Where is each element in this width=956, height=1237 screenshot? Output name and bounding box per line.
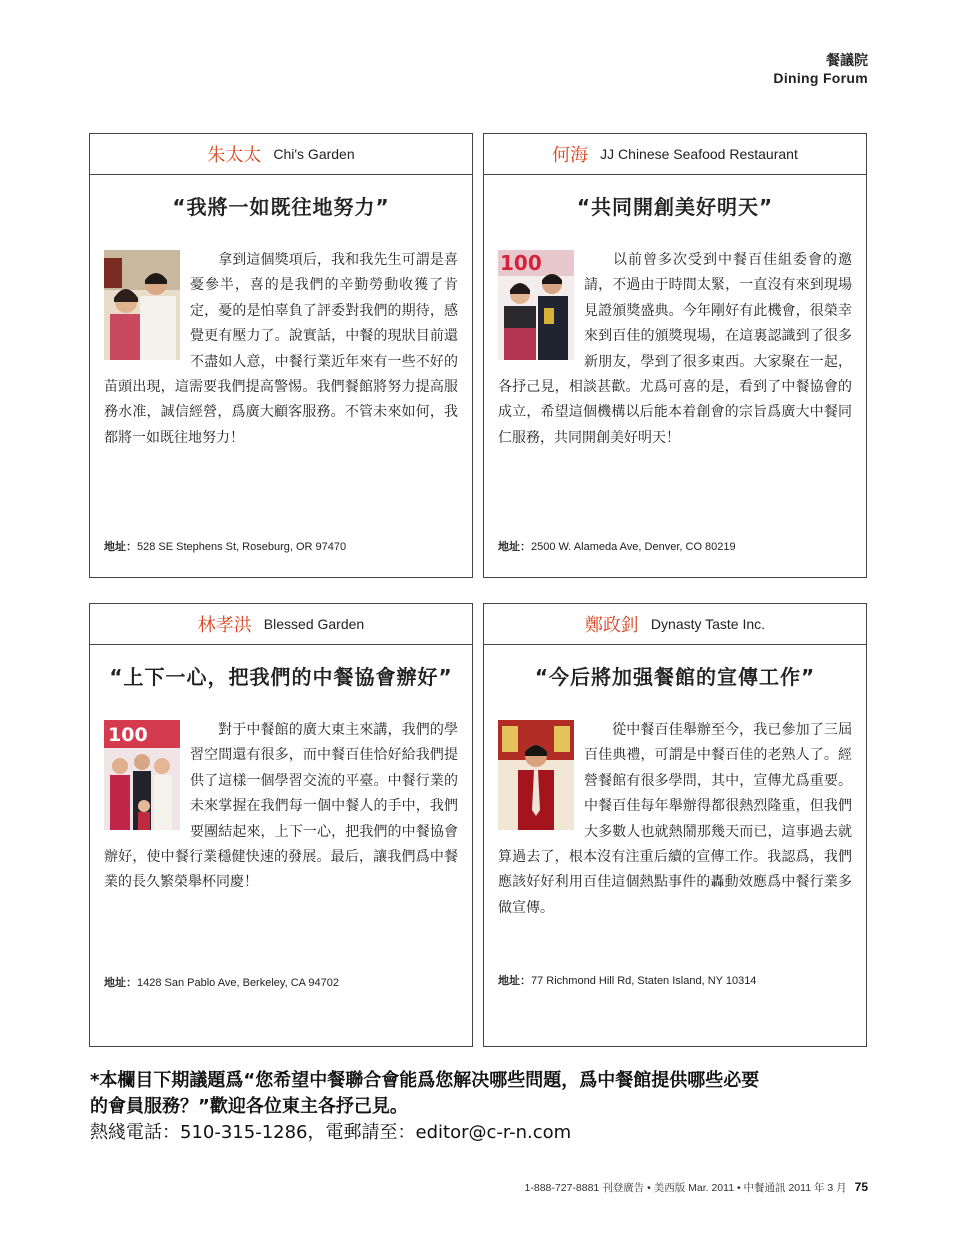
page-footer <box>525 1180 868 1195</box>
person-name: 鄭政釗 <box>584 615 639 636</box>
address-value: 1428 San Pablo Ave, Berkeley, CA 94702 <box>137 977 340 989</box>
svg-text:100: 100 <box>108 724 148 746</box>
card-address <box>498 972 756 988</box>
person-name: 林孝洪 <box>197 615 252 636</box>
card-body-text: 以前曾多次受到中餐百佳組委會的邀請，不過由于時間太緊，一直沒有來到現場見證頒獎盛典。今年剛好有此機會，很榮幸來到百佳的頒獎現場，在這裏認識到了很多新朋友，學到了很多東西。大家聚在一起，各抒己見，相談甚歡。尤爲可喜的是，看到了中餐協會的成立，希望這個機構以后能本着創會的宗旨爲廣大中餐同仁服務，共同開創美好明天！ <box>498 252 852 446</box>
notice-line: 的會員服務？”歡迎各位東主各抒己見。 <box>90 1096 408 1117</box>
restaurant-name: Dynasty Taste Inc. <box>650 616 766 632</box>
portrait-photo <box>498 250 574 360</box>
card-header <box>90 134 472 175</box>
svg-text:100: 100 <box>500 251 542 275</box>
restaurant-name: JJ Chinese Seafood Restaurant <box>600 146 798 162</box>
card-quote: “今后將加强餐館的宣傳工作” <box>534 665 816 689</box>
portrait-photo <box>498 720 574 830</box>
card-address <box>104 538 346 554</box>
card-header <box>90 604 472 645</box>
portrait-photo <box>104 720 180 830</box>
card-body <box>104 248 458 451</box>
section-title-cn: 餐議院 <box>826 53 868 69</box>
forum-card <box>89 133 473 578</box>
footer-text: 1-888-727-8881 刊登廣告 • 美西版 Mar. 2011 • 中餐通訊 2011 年 3 月 <box>524 1182 847 1194</box>
card-body-text: 對于中餐館的廣大東主來講，我們的學習空間還有很多，而中餐百佳恰好給我們提供了這樣一個學習交流的平臺。中餐行業的未來掌握在我們每一個中餐人的手中，我們要團結起來，上下一心，把我們的中餐協會辦好，使中餐行業穩健快速的發展。最后，讓我們爲中餐業的長久繁榮舉杯同慶！ <box>104 722 458 891</box>
card-body-text: 拿到這個獎項后，我和我先生可謂是喜憂參半，喜的是我們的辛勤勞動收獲了肯定，憂的是怕辜負了評委對我們的期待，感覺更有壓力了。說實話，中餐的現狀目前還不盡如人意，中餐行業近年來有一些不好的苗頭出現，這需要我們提高警惕。我們餐館將努力提高服務水准，誠信經營，爲廣大顧客服務。不管未來如何，我都將一如既往地努力！ <box>104 252 458 446</box>
portrait-photo <box>104 250 180 360</box>
section-title-en: Dining Forum <box>773 70 868 86</box>
address-label: 地址： <box>104 976 137 989</box>
forum-card <box>483 603 867 1047</box>
card-quote: “我將一如既往地努力” <box>172 195 390 219</box>
notice-line: *本欄目下期議題爲“您希望中餐聯合會能爲您解决哪些問題，爲中餐館提供哪些必要 <box>90 1070 760 1091</box>
person-name: 何海 <box>552 145 589 166</box>
restaurant-name: Blessed Garden <box>263 616 365 632</box>
card-body <box>104 718 458 896</box>
card-body <box>498 718 852 921</box>
card-body-text: 從中餐百佳舉辦至今，我已參加了三屆百佳典禮，可謂是中餐百佳的老熟人了。經營餐館有很多學問，其中，宣傳尤爲重要。中餐百佳每年舉辦得都很熱烈隆重，但我們大多數人也就熱鬧那幾天而已，這事過去就算過去了，根本沒有注重后續的宣傳工作。我認爲，我們應該好好利用百佳這個熱點事件的轟動效應爲中餐行業多做宣傳。 <box>498 722 852 916</box>
card-header <box>484 604 866 645</box>
card-header <box>484 134 866 175</box>
card-quote: “上下一心，把我們的中餐協會辦好” <box>109 665 453 689</box>
address-label: 地址： <box>498 974 531 987</box>
page-number: 75 <box>854 1180 868 1194</box>
contact-line: 熱綫電話：510-315-1286，電郵請至：editor@c-r-n.com <box>90 1122 572 1143</box>
card-address <box>498 538 736 554</box>
card-body <box>498 248 852 451</box>
restaurant-name: Chi's Garden <box>273 146 355 162</box>
card-address <box>104 974 339 990</box>
next-topic-notice <box>90 1068 880 1146</box>
address-value: 2500 W. Alameda Ave, Denver, CO 80219 <box>531 541 736 553</box>
address-label: 地址： <box>498 540 531 553</box>
address-label: 地址： <box>104 540 137 553</box>
address-value: 528 SE Stephens St, Roseburg, OR 97470 <box>137 541 347 553</box>
card-quote: “共同開創美好明天” <box>576 195 774 219</box>
person-name: 朱太太 <box>207 145 262 166</box>
address-value: 77 Richmond Hill Rd, Staten Island, NY 10314 <box>531 975 757 987</box>
forum-card <box>483 133 867 578</box>
forum-card <box>89 603 473 1047</box>
